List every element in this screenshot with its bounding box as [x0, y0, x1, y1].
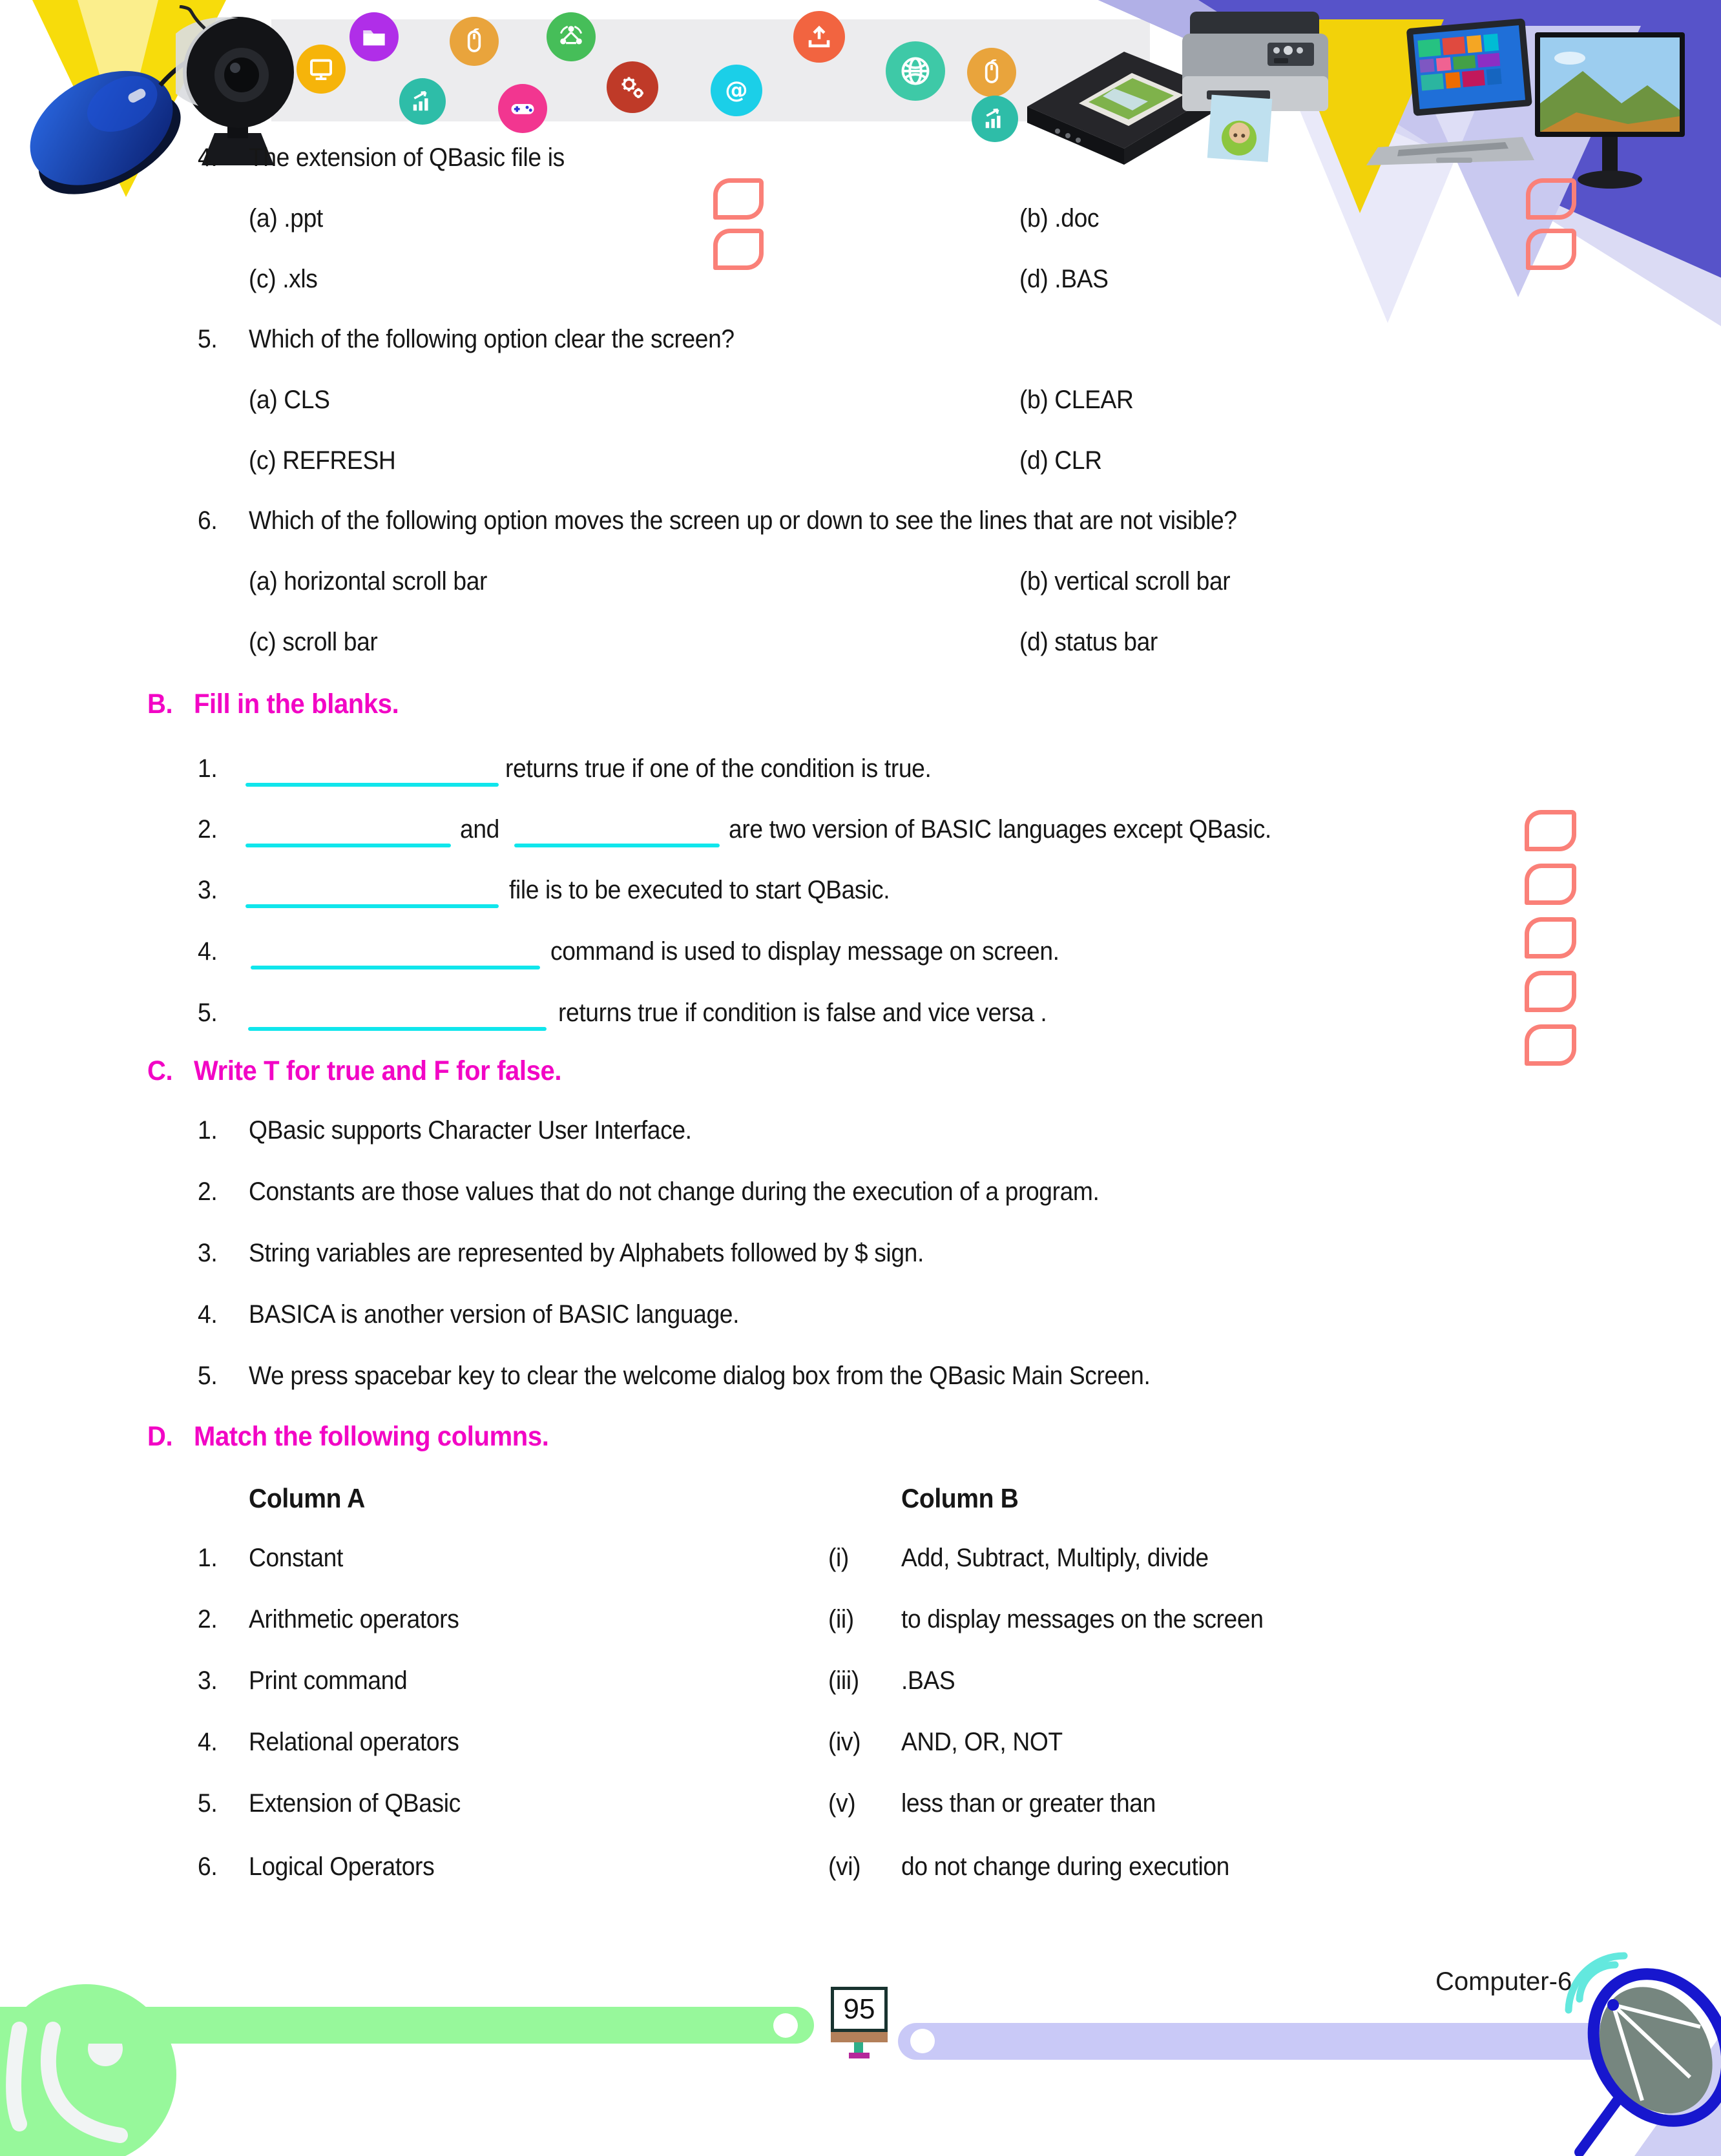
match-b-number: (ii)	[828, 1605, 854, 1633]
people-network-icon	[547, 12, 596, 61]
item-text: returns true if condition is false and vice versa .	[558, 999, 1047, 1027]
fill-blank-line[interactable]	[245, 783, 499, 787]
match-a-text: Extension of QBasic	[249, 1789, 461, 1818]
section-title: Write T for true and F for false.	[194, 1055, 562, 1086]
match-b-number: (i)	[828, 1544, 849, 1572]
fill-blank-line[interactable]	[245, 844, 451, 847]
answer-checkbox[interactable]	[1525, 1024, 1576, 1066]
match-a-number: 1.	[198, 1544, 218, 1572]
printer-image	[1171, 0, 1351, 163]
answer-checkbox[interactable]	[1525, 917, 1576, 959]
display-icon	[297, 45, 346, 94]
item-number: 5.	[198, 1362, 218, 1390]
item-number: 1.	[198, 754, 218, 783]
question-text: Which of the following option clear the screen?	[249, 325, 735, 353]
question-number: 6.	[198, 506, 218, 535]
decorative-header	[0, 0, 1721, 220]
footer-green-blob	[0, 1976, 271, 2156]
option-a: (a) CLS	[249, 386, 330, 414]
match-a-number: 5.	[198, 1789, 218, 1818]
match-b-text: .BAS	[901, 1666, 955, 1695]
match-a-number: 6.	[198, 1852, 218, 1881]
item-number: 3.	[198, 1239, 218, 1267]
option-c: (c) scroll bar	[249, 628, 378, 656]
chart-bars-icon	[972, 96, 1018, 142]
item-number: 1.	[198, 1116, 218, 1145]
laptop-image	[1360, 14, 1541, 172]
page-number-sign	[831, 1987, 888, 2032]
item-number: 5.	[198, 999, 218, 1027]
question-text: Which of the following option moves the screen up or down to see the lines that are not visible?	[249, 506, 1237, 535]
option-d: (d) .BAS	[1019, 265, 1109, 293]
match-b-number: (vi)	[828, 1852, 861, 1881]
section-title: Match the following columns.	[194, 1421, 549, 1452]
fill-blank-line[interactable]	[514, 844, 720, 847]
match-b-text: to display messages on the screen	[901, 1605, 1264, 1633]
match-a-number: 4.	[198, 1728, 218, 1756]
fill-blank-line[interactable]	[251, 966, 540, 969]
fill-blank-line[interactable]	[245, 904, 499, 908]
chart-up-icon	[399, 78, 446, 125]
upload-icon	[793, 11, 845, 63]
item-number: 4.	[198, 937, 218, 966]
match-b-text: AND, OR, NOT	[901, 1728, 1063, 1756]
match-b-number: (iv)	[828, 1728, 861, 1756]
answer-checkbox[interactable]	[1525, 971, 1576, 1012]
gamepad-icon	[498, 84, 547, 133]
book-title: Computer-6	[1435, 1967, 1572, 1996]
section-letter: D.	[147, 1421, 173, 1452]
answer-checkbox[interactable]	[1525, 810, 1576, 851]
option-d: (d) status bar	[1019, 628, 1158, 656]
fill-blank-line[interactable]	[248, 1027, 547, 1031]
question-text: The extension of QBasic file is	[249, 143, 565, 172]
match-a-text: Arithmetic operators	[249, 1605, 459, 1633]
match-b-text: do not change during execution	[901, 1852, 1229, 1881]
page-number-sign-foot	[849, 2053, 870, 2058]
monitor-image	[1530, 27, 1693, 196]
option-c: (c) .xls	[249, 265, 318, 293]
item-text: String variables are represented by Alphabets followed by $ sign.	[249, 1239, 924, 1267]
item-text: command is used to display message on screen.	[550, 937, 1059, 966]
svg-text:@: @	[725, 77, 748, 104]
answer-checkbox[interactable]	[1526, 229, 1576, 270]
option-b: (b) vertical scroll bar	[1019, 567, 1231, 596]
satellite-dish-icon	[1473, 1951, 1721, 2156]
item-number: 2.	[198, 815, 218, 844]
option-a: (a) .ppt	[249, 204, 323, 233]
page-number-sign-base	[831, 2032, 888, 2042]
option-b: (b) CLEAR	[1019, 386, 1134, 414]
item-text: file is to be executed to start QBasic.	[509, 876, 890, 904]
item-text: QBasic supports Character User Interface.	[249, 1116, 692, 1145]
match-a-text: Logical Operators	[249, 1852, 435, 1881]
option-c: (c) REFRESH	[249, 446, 396, 475]
folder-icon	[349, 12, 399, 61]
option-a: (a) horizontal scroll bar	[249, 567, 488, 596]
section-letter: B.	[147, 689, 173, 720]
question-number: 4.	[198, 143, 218, 172]
section-title: Fill in the blanks.	[194, 689, 399, 720]
item-text: BASICA is another version of BASIC language.	[249, 1300, 740, 1329]
match-a-number: 3.	[198, 1666, 218, 1695]
match-b-text: Add, Subtract, Multiply, divide	[901, 1544, 1209, 1572]
item-text: returns true if one of the condition is true.	[505, 754, 932, 783]
item-number: 4.	[198, 1300, 218, 1329]
answer-checkbox[interactable]	[1525, 864, 1576, 905]
footer-green-bar-dot	[773, 2013, 798, 2038]
item-text: and	[460, 815, 499, 844]
match-a-text: Relational operators	[249, 1728, 459, 1756]
match-a-text: Constant	[249, 1544, 343, 1572]
match-b-number: (iii)	[828, 1666, 859, 1695]
item-number: 3.	[198, 876, 218, 904]
item-text: We press spacebar key to clear the welcome dialog box from the QBasic Main Screen.	[249, 1362, 1151, 1390]
option-d: (d) CLR	[1019, 446, 1102, 475]
match-a-number: 2.	[198, 1605, 218, 1633]
item-text: Constants are those values that do not change during the execution of a program.	[249, 1177, 1100, 1206]
mouse-icon	[450, 17, 499, 66]
match-b-text: less than or greater than	[901, 1789, 1156, 1818]
option-b: (b) .doc	[1019, 204, 1100, 233]
match-a-text: Print command	[249, 1666, 408, 1695]
answer-checkbox[interactable]	[713, 229, 764, 270]
answer-checkbox[interactable]	[1526, 178, 1576, 220]
footer-lavender-bar-dot	[910, 2029, 935, 2053]
answer-checkbox[interactable]	[713, 178, 764, 220]
globe-icon	[886, 41, 945, 101]
column-a-header: Column A	[249, 1483, 366, 1513]
mouse2-icon	[967, 48, 1016, 97]
footer-green-bar	[84, 2007, 814, 2044]
at-sign-icon	[711, 65, 762, 116]
section-letter: C.	[147, 1055, 173, 1086]
item-number: 2.	[198, 1177, 218, 1206]
question-number: 5.	[198, 325, 218, 353]
gears-icon	[607, 61, 658, 113]
column-b-header: Column B	[901, 1483, 1019, 1513]
page-number: 95	[843, 1993, 875, 2025]
item-text: are two version of BASIC languages except QBasic.	[729, 815, 1271, 844]
match-b-number: (v)	[828, 1789, 856, 1818]
